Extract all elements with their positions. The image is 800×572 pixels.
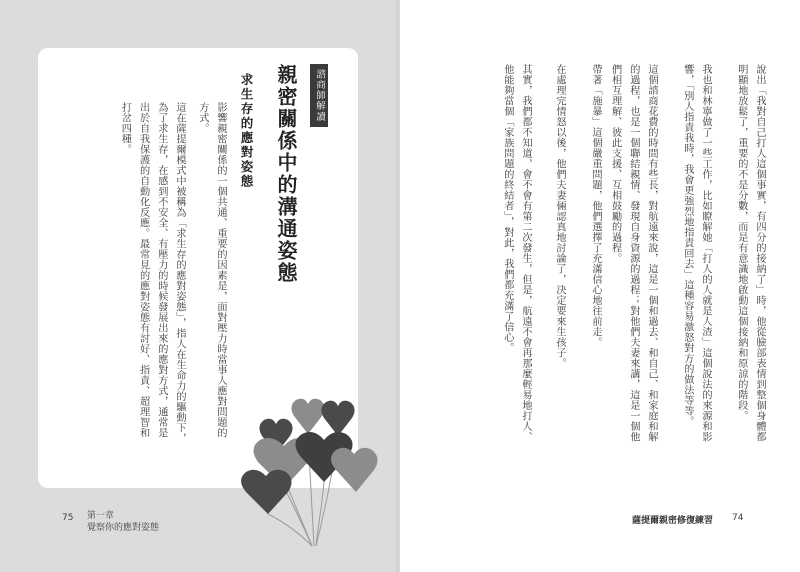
left-page-number: 75 — [62, 513, 74, 523]
running-title: 薩提爾親密修復練習 — [632, 516, 714, 526]
right-page-number: 74 — [732, 513, 744, 523]
right-paragraph-3: 這個諮商花費的時間有些長，對航遠來說，這是一個和過去、和自己、和家庭和解的過程，也是一個聯結親情、發現自身資源的過程；對他們夫妻來講，這是一個他們相互理解、彼此支援、互相鼓勵的過程。 — [609, 64, 657, 442]
heart-balloons-illustration — [228, 396, 378, 546]
heart-balloon-6 — [241, 470, 292, 514]
right-paragraph-4: 帶著「施暴」這個嚴重問題，他們選擇了充滿信心地往前走。 — [590, 64, 601, 348]
right-paragraph-6: 其實，我們都不知道，會不會有第二次發生，但是，航遠不會再那麼輕易地打人、他能夠當個「家族問題的終結者」，對此，我們都充滿了信心。 — [501, 64, 531, 442]
heart-balloon-7 — [331, 448, 378, 492]
left-paragraph-1: 影響親密關係的一個共通、重要的因素是，面對壓力時當事人應對問題的方式。 — [196, 102, 226, 438]
right-page — [400, 0, 800, 572]
section-badge: 諮商師解讀 — [310, 64, 328, 127]
right-paragraph-5: 在處理完情怒以後，他們夫妻倆認真地討論了，決定要來生孩子。 — [554, 64, 565, 369]
right-paragraph-1: 說出「我對自己打人這個事實，有四分的接納了」時，他從臉部表情到整個身體都明顯地放鬆了，重要的不是分數，而是有意識地啟動這個接納和原諒的階段。 — [735, 64, 765, 442]
page-title: 親密關係中的溝通姿態 — [274, 64, 298, 284]
left-paragraph-2: 這在薩提爾模式中被稱為「求生存的應對姿態」，指人在生命力的驅動下，為了求生存，在感到不安全、有壓力的時候發展出來的應對方式，通常是出於自我保護的自動化反應。最常見的應對姿態有討好、指責、超理智和打岔四種。 — [119, 102, 185, 444]
heart-balloon-3 — [321, 401, 354, 436]
heart-balloon-2 — [291, 399, 324, 434]
right-paragraph-2: 我也和林寧做了一些工作，比如瞭解她「打人的人就是人渣」這個說法的來源和影響，「別人指責我時，我會更強烈地指責回去」這種容易激怒對方的做法等等。 — [681, 64, 711, 442]
section-subtitle: 求生存的應對姿態 — [239, 73, 254, 189]
chapter-label: 第一章 — [87, 511, 115, 521]
chapter-title: 覺察你的應對姿態 — [87, 523, 160, 533]
